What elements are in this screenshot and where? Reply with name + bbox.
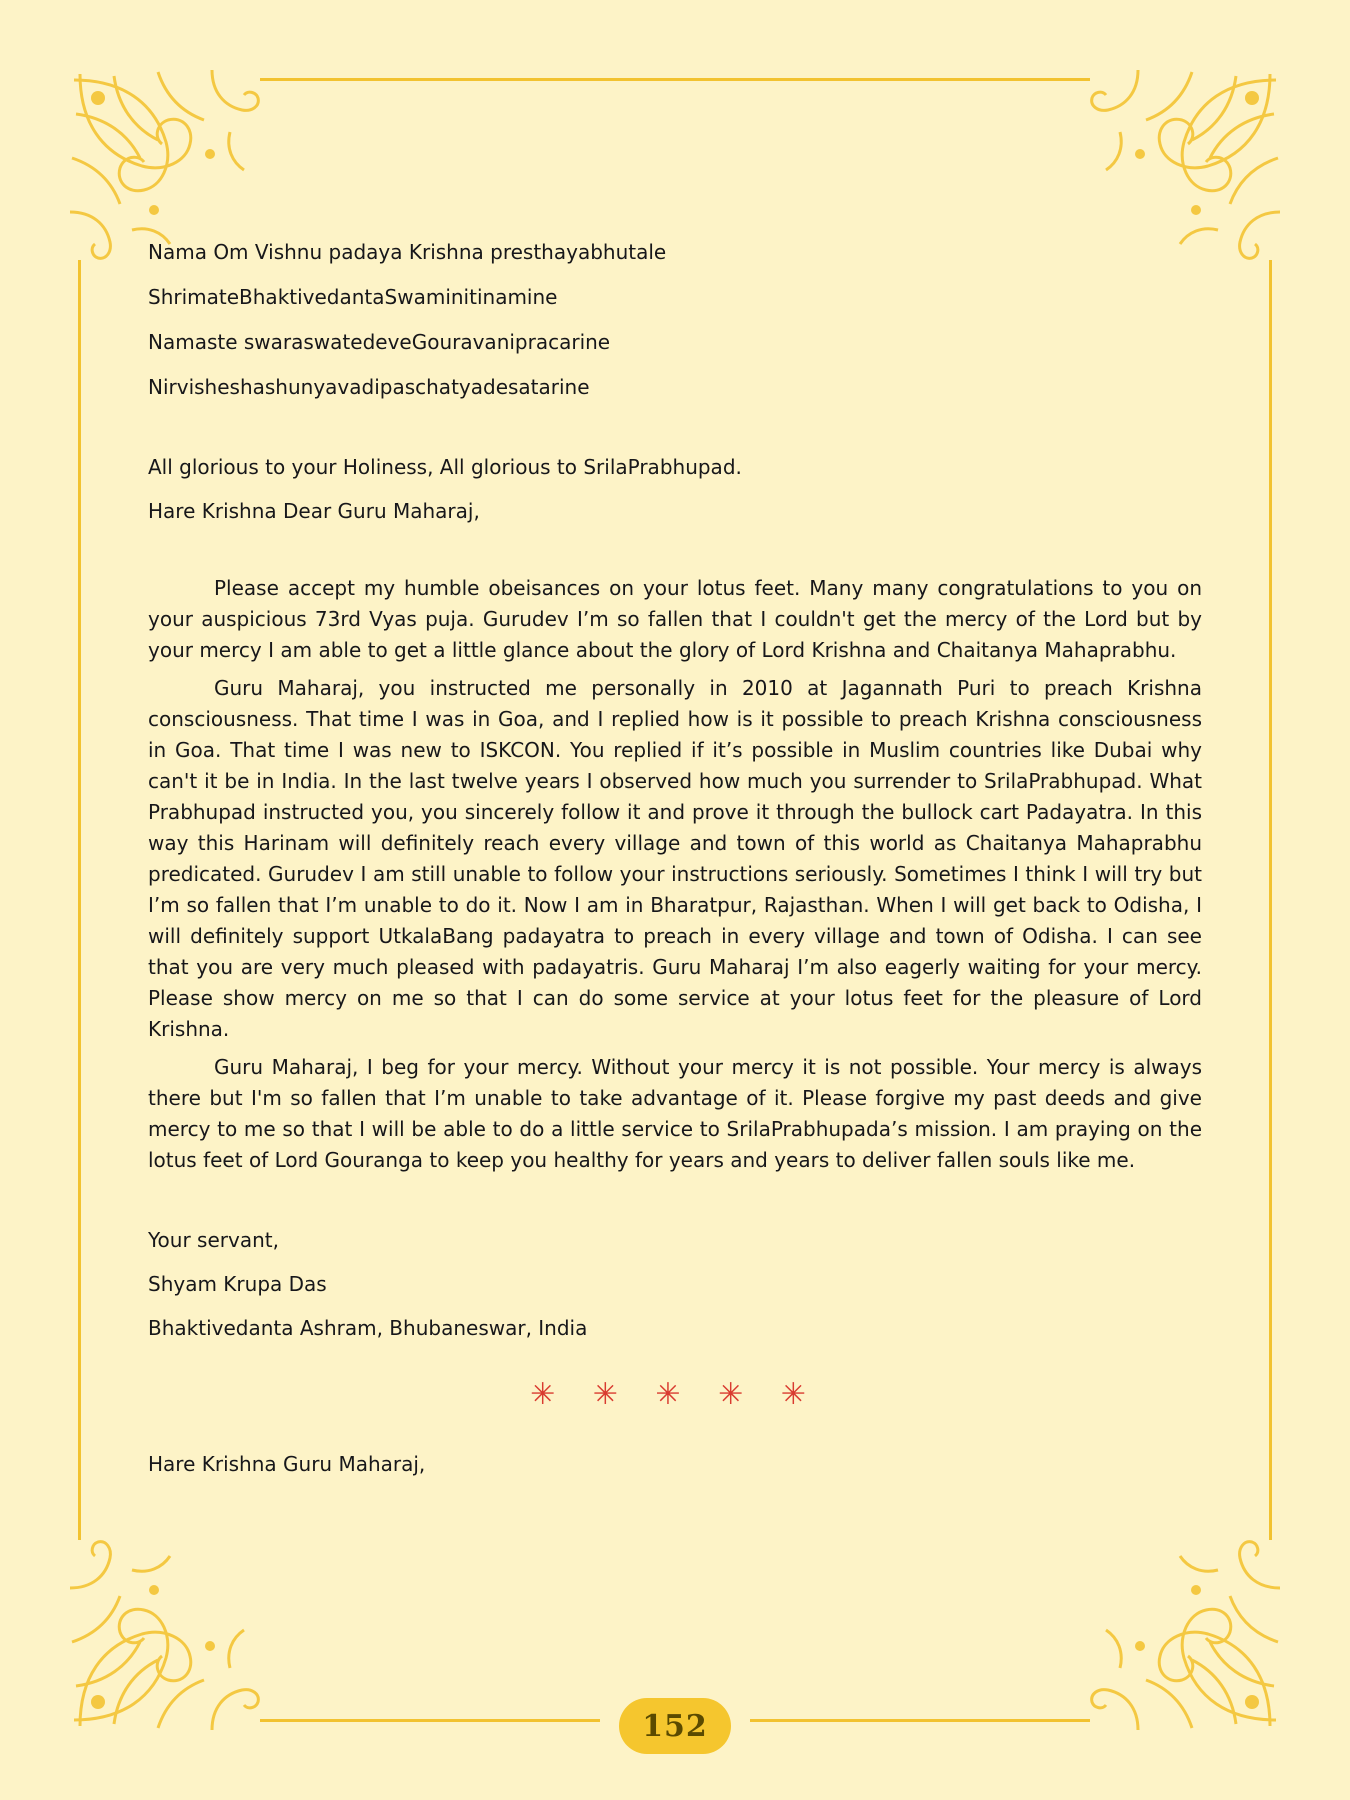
signoff-block [148, 1228, 1202, 1340]
body-paragraph: Please accept my humble obeisances on your lotus feet. Many many congratulations to you on your auspicious 73rd Vyas puja. Gurudev I’m so fallen that I couldn't get the mercy of the Lord but by your mercy I am able to get a little glance about the glory of Lord Krishna and Chaitanya Mahaprabhu. [148, 576, 1202, 662]
body-paragraph: Guru Maharaj, I beg for your mercy. Without your mercy it is not possible. Your mercy is always there but I'm so fallen that I’m unable to take advantage of it. Please forgive my past deeds and give mercy to me so that I will be able to do a little service to SrilaPrabhupada’s mission. I am praying on the lotus feet of Lord Gouranga to keep you healthy for years and years to deliver fallen souls like me. [148, 1055, 1202, 1172]
closing-block [148, 1452, 1202, 1476]
invocation-line: Nama Om Vishnu padaya Krishna presthayabhutale [148, 240, 667, 264]
closing-line: Hare Krishna Guru Maharaj, [148, 1452, 426, 1476]
star-divider: ✳ ✳ ✳ ✳ ✳ [530, 1377, 820, 1412]
letter-body [148, 573, 1202, 1176]
invocation-line: ShrimateBhaktivedantaSwaminitinamine [148, 285, 558, 309]
salutation-block [148, 455, 1202, 523]
signoff-location: Bhaktivedanta Ashram, Bhubaneswar, India [148, 1316, 588, 1340]
signoff-line: Your servant, [148, 1228, 279, 1252]
signoff-author: Shyam Krupa Das [148, 1272, 327, 1296]
salutation-line: Hare Krishna Dear Guru Maharaj, [148, 499, 480, 523]
letter-content [148, 240, 1202, 1476]
corner-ornament-icon [62, 1528, 272, 1738]
corner-ornament-icon [1078, 1528, 1288, 1738]
body-paragraph: Guru Maharaj, you instructed me personally in 2010 at Jagannath Puri to preach Krishna consciousness. That time I was in Goa, and I replied how is it possible to preach Krishna consciousness in Goa. That time I was new to ISKCON. You replied if it’s possible in Muslim countries like Dubai why can't it be in India. In the last twelve years I observed how much you surrender to SrilaPrabhupad. What Prabhupad instructed you, you sincerely follow it and prove it through the bullock cart Padayatra. In this way this Harinam will definitely reach every village and town of this world as Chaitanya Mahaprabhu predicated. Gurudev I am still unable to follow your instructions seriously. Sometimes I think I will try but I’m so fallen that I’m unable to do it. Now I am in Bharatpur, Rajasthan. When I will get back to Odisha, I will definitely support UtkalaBang padayatra to preach in every village and town of Odisha. I can see that you are very much pleased with padayatris. Guru Maharaj I’m also eagerly waiting for your mercy. Please show mercy on me so that I can do some service at your lotus feet for the pleasure of Lord Krishna. [148, 676, 1202, 1041]
invocation-block [148, 240, 1202, 399]
salutation-line: All glorious to your Holiness, All glorious to SrilaPrabhupad. [148, 455, 742, 479]
page-number: 152 [619, 1698, 731, 1754]
invocation-line: Nirvisheshashunyavadipaschatyadesatarine [148, 375, 590, 399]
invocation-line: Namaste swaraswatedeveGouravanipracarine [148, 330, 611, 354]
